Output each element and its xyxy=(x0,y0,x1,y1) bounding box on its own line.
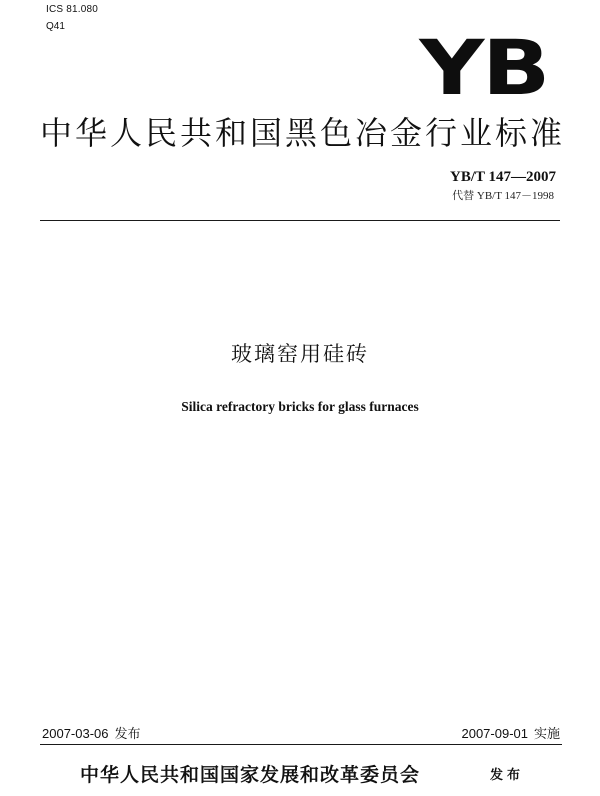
issue-date-line xyxy=(42,726,141,742)
yb-logo: YB xyxy=(419,23,548,112)
standard-title: 中华人民共和国黑色冶金行业标准 xyxy=(40,114,566,152)
implement-label: 实施 xyxy=(533,726,560,741)
publish-label: 发布 xyxy=(490,768,525,783)
implement-date-line xyxy=(461,726,560,742)
document-title-chinese: 玻璃窑用硅砖 xyxy=(231,342,369,366)
ccs-code: Q41 xyxy=(46,21,65,32)
document-title-english: Silica refractory bricks for glass furnaces xyxy=(181,399,419,414)
replaces-note: 代替 YB/T 147－1998 xyxy=(452,190,554,202)
issue-date: 2007-03-06 xyxy=(42,726,109,741)
standard-number: YB/T 147—2007 xyxy=(450,169,556,185)
header-divider xyxy=(40,220,560,221)
implement-date: 2007-09-01 xyxy=(461,726,528,741)
footer-divider xyxy=(40,744,562,745)
issue-label: 发布 xyxy=(114,726,141,741)
publisher-name: 中华人民共和国国家发展和改革委员会 xyxy=(80,764,421,786)
ics-code: ICS 81.080 xyxy=(46,4,99,15)
